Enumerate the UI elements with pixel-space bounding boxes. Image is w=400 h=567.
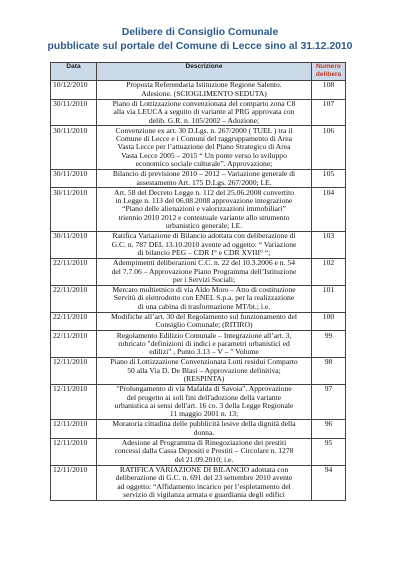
row-description-line: in Legge n. 113 del 06.08.2008 approvazione integrazione [115, 196, 293, 206]
table-row [51, 312, 346, 331]
row-date: 10/12/2010 [51, 80, 97, 99]
row-description-line: Vasta Lecce per l’attuazione del Piano Strategico di Area [117, 142, 291, 152]
row-description-line: 50 alla Via D. De Blasi – Approvazione definitiva; [127, 365, 281, 375]
row-description-line: alla via LEUCA a seguito di variante al PRG approvata con [113, 107, 295, 117]
document-title: Delibere di Consiglio Comunale [121, 27, 279, 38]
row-description-line: servizio di vigilanza armata e guardiania degli edifici [123, 489, 285, 499]
row-description [97, 258, 312, 285]
row-number: 96 [312, 420, 346, 439]
row-description-line: Mercato multietnico di via Aldo Moro – Atto di costituzione [112, 285, 296, 295]
row-description-line: Consiglio Comunale; (RITIRO) [155, 320, 253, 330]
row-number: 98 [312, 358, 346, 385]
row-number: 105 [312, 169, 346, 188]
row-date: 12/11/2010 [51, 465, 97, 500]
row-date: 12/11/2010 [51, 438, 97, 465]
row-number: 97 [312, 384, 346, 419]
row-description [97, 99, 312, 126]
row-date: 30/11/2010 [51, 231, 97, 258]
row-description [97, 80, 312, 99]
row-number: 104 [312, 188, 346, 231]
row-number: 107 [312, 99, 346, 126]
row-number: 101 [312, 285, 346, 312]
table-row [51, 358, 346, 385]
row-description-line: Servitù di elettrodotto con ENEL S.p.a. per la realizzazione [113, 293, 295, 303]
row-description-line: “Piano delle alienazioni e valorizzazioni immobiliari” [122, 204, 286, 214]
row-date: 30/11/2010 [51, 126, 97, 169]
row-number: 102 [312, 258, 346, 285]
column-header-number [312, 63, 346, 81]
row-description [97, 331, 312, 358]
row-description-line: Regolamento Edilizio Comunale – Integrazione all’art. 3, [116, 330, 292, 340]
row-description-line: del progetto ai soli fini dell'adozione della variante [126, 392, 282, 402]
row-number: 99 [312, 331, 346, 358]
row-date: 30/11/2010 [51, 188, 97, 231]
row-date: 22/11/2010 [51, 312, 97, 331]
row-description-line: di una cabina di trasformazione MT/bt.; i.e. [137, 301, 271, 311]
column-header-date: Data [51, 63, 97, 81]
table-row [51, 188, 346, 231]
row-description-line: delib. G.R. n. 105/2002 – Adozione; [148, 115, 260, 125]
row-description-line: Bilancio di previsione 2010 – 2012 – Variazione generale di [112, 169, 296, 179]
row-description-line: triennio 2010 2012 e contestuale variante allo strumento [118, 212, 290, 222]
row-description [97, 169, 312, 188]
row-date: 12/11/2010 [51, 420, 97, 439]
row-description-line: Comune di Lecce e i Comuni del raggruppamento di Area [115, 134, 293, 144]
row-date: 12/11/2010 [51, 384, 97, 419]
row-date: 22/11/2010 [51, 258, 97, 285]
row-description-line: Convenzione ex art. 30 D.Lgs. n. 267/2000 ( TUEL ) tra il [115, 125, 293, 135]
row-description [97, 231, 312, 258]
row-description-line: 11 maggio 2001 n. 13; [169, 409, 239, 419]
row-description-line: urbanistico generale; I.E. [165, 221, 243, 231]
row-date: 30/11/2010 [51, 169, 97, 188]
row-date: 22/11/2010 [51, 331, 97, 358]
table-row [51, 384, 346, 419]
row-description [97, 438, 312, 465]
table-row [51, 258, 346, 285]
table-row [51, 331, 346, 358]
row-date: 22/11/2010 [51, 285, 97, 312]
row-description-line: per i Servizi Sociali; [172, 274, 236, 284]
table-row [51, 231, 346, 258]
row-description-line: ad oggetto: “Affidamento incarico per l’espletamento del [117, 481, 291, 491]
row-number: 94 [312, 465, 346, 500]
row-description-line: RATIFICA VARIAZIONE DI BILANCIO adottata con [119, 465, 289, 474]
row-description-line: urbanistica ai sensi dell'art. 16 co. 3 della Legge Regionale [114, 400, 294, 410]
column-header-number-line1: Numero [316, 63, 341, 71]
table-row [51, 285, 346, 312]
row-description-line: Piano di Lottizzazione Convenzionata Lotti residui Comparto [110, 357, 298, 367]
row-description-line: Proposta Referendaria Istituzione Regione Salento. [126, 80, 282, 90]
row-description-line: del 21.09.2010; i.e. [174, 454, 234, 464]
document-subtitle: pubblicate sul portale del Comune di Lecce sino al 31.12.2010 [47, 41, 353, 52]
row-number: 106 [312, 126, 346, 169]
row-description [97, 312, 312, 331]
column-header-description: Descrizione [97, 63, 312, 81]
row-date: 12/11/2010 [51, 358, 97, 385]
row-description-line: economico sociale culturale”. Approvazione; [135, 159, 273, 169]
table-row [51, 126, 346, 169]
row-description-line: del 7.7.06 – Approvazione Piano Programma dell’Istituzione [111, 266, 297, 276]
row-description-line: Ratifica Variazione di Bilancio adottata con deliberazione di [112, 231, 296, 241]
row-description-line: G.C. n. 787 DEL 13.10.2010 avente ad oggetto: “ Variazione [111, 239, 297, 249]
resolutions-table [50, 62, 346, 501]
table-row [51, 438, 346, 465]
table-row [51, 465, 346, 500]
table-row [51, 99, 346, 126]
row-number: 108 [312, 80, 346, 99]
row-description [97, 465, 312, 500]
row-description-line: (RESPINTA) [183, 374, 225, 384]
row-number: 95 [312, 438, 346, 465]
table-row [51, 169, 346, 188]
row-description-line: rubricato "definizioni di indici e parametri urbanistici ed [118, 338, 290, 348]
row-description-line: assestamento Art. 175 D.Lgs. 267/2000; I.E. [136, 177, 272, 187]
row-description-line: Moratoria cittadina delle pubblicità lesive della dignità della [112, 419, 296, 429]
row-description-line: Vasta Lecce 2005 – 2015 “ Un ponte verso lo sviluppo [121, 150, 287, 160]
row-description-line: Piano di Lottizzazione convenzionata del comparto zona C8 [112, 99, 296, 108]
row-description [97, 285, 312, 312]
row-description-line: Adesione. (SCIOGLIMENTO SEDUTA) [141, 88, 267, 98]
row-description-line: donna. [193, 427, 215, 437]
row-description [97, 420, 312, 439]
row-description-line: "Prolungamento di via Mafalda di Savoia". Approvazione [116, 384, 292, 394]
row-description [97, 188, 312, 231]
row-description [97, 126, 312, 169]
row-number: 100 [312, 312, 346, 331]
row-description-line: Art. 58 del Decreto Legge n. 112 del 25.06.2008 convertito [113, 187, 295, 197]
row-description-line: Modifiche all’art. 30 del Regolamento sul funzionamento del [111, 312, 297, 321]
row-date: 30/11/2010 [51, 99, 97, 126]
table-header-row [51, 63, 346, 81]
row-number: 103 [312, 231, 346, 258]
row-description-line: deliberazione di G.C. n. 691 del 23 settembre 2010 avente [115, 473, 293, 483]
row-description-line: di bilancio PEG – CDR I° e CDR XVIII° “; [137, 247, 271, 257]
column-header-number-line2: delibera [315, 71, 342, 79]
row-description [97, 384, 312, 419]
row-description-line: Adempimenti deliberazioni C.C. n. 22 del 10.3.2006 e n. 54 [112, 258, 295, 268]
row-description [97, 358, 312, 385]
row-description-line: Adesione al Programma di Rinegoziazione dei prestiti [121, 438, 287, 448]
table-row [51, 420, 346, 439]
row-description-line: concessi dalla Cassa Depositi e Prestiti – Circolare n. 1278 [114, 446, 294, 456]
row-description-line: edilizi" , Punto 3.13 – V – " Volume [149, 347, 259, 357]
table-row [51, 80, 346, 99]
